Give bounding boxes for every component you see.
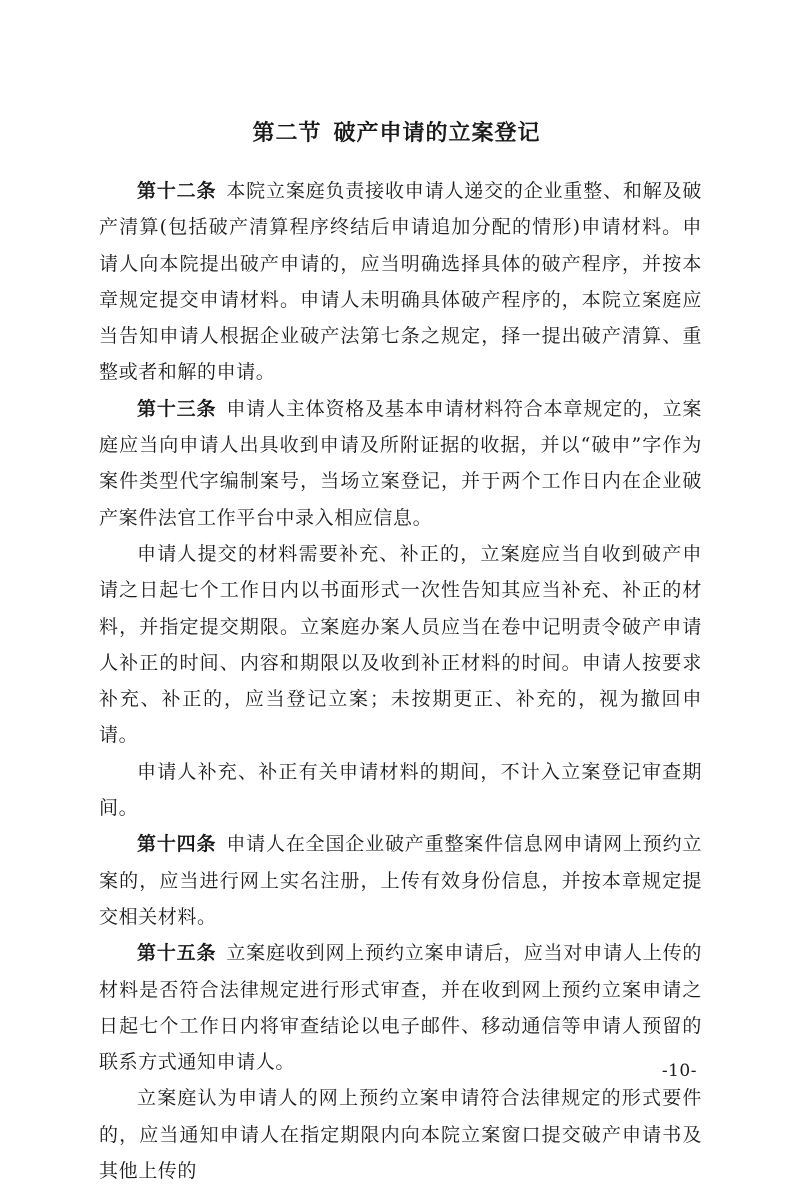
paragraph-text: 立案庭认为申请人的网上预约立案申请符合法律规定的形式要件的，应当通知申请人在指定期限内向本院立案窗口提交破产申请书及其他上传的: [99, 1087, 702, 1183]
document-body: [99, 173, 702, 1189]
article-number: 第十二条: [137, 180, 217, 202]
article-paragraph: [99, 391, 702, 536]
paragraph-text: 申请人在全国企业破产重整案件信息网申请网上预约立案的，应当进行网上实名注册，上传有效身份信息，并按本章规定提交相关材料。: [99, 833, 703, 928]
paragraph-text: 申请人提交的材料需要补充、补正的，立案庭应当自收到破产申请之日起七个工作日内以书面形式一次性告知其应当补充、补正的材料，并指定提交期限。立案庭办案人员应当在卷中记明责令破产申请人补正的时间、内容和期限以及收到补正材料的时间。申请人按要求补充、补正的，应当登记立案；未按期更正、补充的，视为撤回申请。: [99, 542, 702, 747]
paragraph: [99, 754, 702, 827]
paragraph-text: 申请人补充、补正有关申请材料的期间，不计入立案登记审查期间。: [99, 760, 702, 820]
section-title: 破产申请的立案登记: [333, 120, 541, 146]
article-number: 第十五条: [137, 942, 217, 965]
article-number: 第十四条: [137, 833, 217, 856]
article-paragraph: [99, 826, 702, 935]
article-paragraph: [99, 935, 702, 1080]
paragraph-text: 申请人主体资格及基本申请材料符合本章规定的，立案庭应当向申请人出具收到申请及所附证据的收据，并以“破申”字作为案件类型代字编制案号，当场立案登记，并于两个工作日内在企业破产案件法官工作平台中录入相应信息。: [99, 397, 703, 529]
paragraph: [99, 1080, 702, 1189]
section-number: 第二节: [252, 120, 322, 146]
section-heading: [0, 118, 793, 148]
paragraph-text: 立案庭收到网上预约立案申请后，应当对申请人上传的材料是否符合法律规定进行形式审查，并在收到网上预约立案申请之日起七个工作日内将审查结论以电子邮件、移动通信等申请人预留的联系方式通知申请人。: [99, 942, 703, 1074]
paragraph: [99, 536, 702, 754]
article-number: 第十三条: [137, 397, 217, 420]
paragraph-text: 本院立案庭负责接收申请人递交的企业重整、和解及破产清算(包括破产清算程序终结后申请追加分配的情形)申请材料。申请人向本院提出破产申请的，应当明确选择具体的破产程序，并按本章规定提交申请材料。申请人未明确具体破产程序的，本院立案庭应当告知申请人根据企业破产法第七条之规定，择一提出破产清算、重整或者和解的申请。: [99, 180, 703, 384]
page-number: -10-: [661, 1061, 697, 1081]
article-paragraph: [99, 173, 702, 391]
